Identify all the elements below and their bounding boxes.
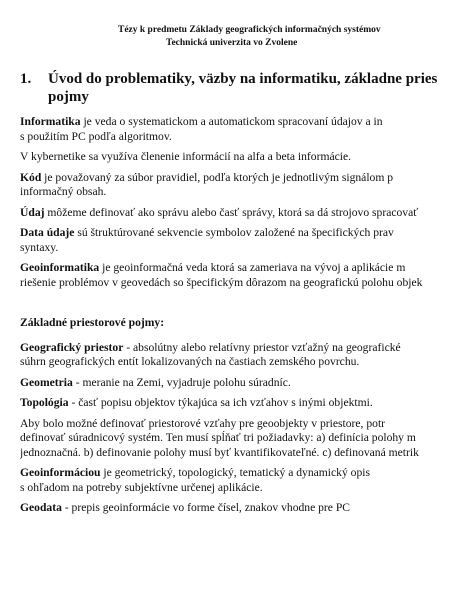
definition-text: súhrn geografických entít lokalizovaných na častiach zemského povrchu. [20, 355, 360, 368]
section-title-line1: Úvod do problematiky, väzby na informatiku, základne pries [48, 71, 438, 87]
definition-text: - absolútny alebo relatívny priestor vzťažný na geografické [123, 340, 401, 354]
definition-paragraph [20, 226, 460, 255]
paragraph-line [20, 241, 460, 256]
paragraph-line [20, 261, 460, 276]
paragraph-line [20, 185, 460, 200]
paragraph-line [20, 396, 460, 411]
definition-term: Geodata [20, 501, 62, 514]
definition-text: je geometrický, topologický, tematický a dynamický opis [100, 466, 370, 479]
paragraph-line [20, 150, 460, 165]
definition-paragraph [20, 466, 460, 495]
paragraph-line [20, 226, 460, 241]
definition-term: Údaj [20, 205, 45, 219]
definition-paragraph [20, 206, 460, 221]
definition-text: V kybernetike sa využíva členenie informácií na alfa a beta informácie. [20, 150, 352, 163]
definition-paragraph [20, 171, 460, 200]
definition-paragraph [20, 261, 460, 290]
definition-text: - prepis geoinformácie vo forme čísel, znakov vhodne pre PC [61, 501, 351, 514]
definition-term: Kód [20, 170, 42, 184]
definition-term: Geoinformatika [20, 261, 100, 274]
definition-text: - meranie na Zemi, vyjadruje polohu súradníc. [72, 375, 291, 389]
paragraph-line [20, 466, 460, 481]
section-title-line2: pojmy [48, 89, 89, 105]
definition-term: Geografický priestor [20, 340, 124, 354]
paragraph-line [20, 501, 460, 516]
definition-text: s použitím PC podľa algoritmov. [20, 129, 172, 143]
definition-paragraph [20, 115, 460, 144]
definition-term: Geoinformáciou [20, 466, 101, 479]
definition-text: informačný obsah. [20, 185, 107, 198]
document-body [20, 115, 460, 522]
document-header [0, 24, 460, 50]
paragraph-line [20, 446, 460, 461]
definition-text: - časť popisu objektov týkajúca sa ich vzťahov s inými objektmi. [68, 396, 373, 409]
definition-text: jednoznačná. b) definovanie polohy musí byť kvantifikovateľné. c) definovaná metrik [20, 445, 419, 459]
definition-text: sú štruktúrované sekvencie symbolov založené na špecifických prav [74, 226, 394, 239]
paragraph-line [20, 130, 460, 145]
definition-term: Data údaje [20, 226, 75, 239]
paragraph-line [20, 481, 460, 496]
definition-paragraph [20, 417, 460, 461]
header-course-title: Tézy k predmetu Základy geografických informačných systémov [118, 25, 381, 35]
definition-text: je považovaný za súbor pravidiel, podľa ktorých je jednotlivým signálom p [41, 170, 394, 184]
subheading-spatial-concepts: Základné priestorové pojmy: [20, 316, 165, 329]
definition-term: Geometria [20, 375, 73, 389]
paragraph-line [20, 376, 460, 391]
paragraph-line [20, 341, 460, 356]
paragraph-line [20, 431, 460, 446]
definition-paragraph [20, 396, 460, 411]
definition-text: s ohľadom na potreby subjektívne určenej aplikácie. [20, 480, 263, 494]
paragraph-line [20, 276, 460, 291]
section-number: 1. [20, 71, 32, 87]
paragraph-line [20, 171, 460, 186]
paragraph-line [20, 417, 460, 432]
paragraph-line [20, 206, 460, 221]
definitions-block-2 [20, 341, 460, 516]
definition-text: môžeme definovať ako správu alebo časť správy, ktorá sa dá strojovo spracovať [44, 205, 419, 219]
definition-text: je geoinformačná veda ktorá sa zameriava na vývoj a aplikácie m [99, 261, 406, 274]
definition-text: definovať súradnicový systém. Ten musí spĺňať tri požiadavky: a) definícia polohy m [20, 431, 416, 444]
definition-text: riešenie problémov v geovedách so špecifickým dôrazom na geografickú polohu objek [20, 275, 423, 289]
section-heading [20, 70, 460, 106]
definition-paragraph [20, 150, 460, 165]
header-university: Technická univerzita vo Zvolene [166, 38, 298, 48]
definition-paragraph [20, 341, 460, 370]
definition-text: syntaxy. [20, 240, 59, 254]
definition-text: Aby bolo možné definovať priestorové vzťahy pre geoobjekty v priestore, potr [20, 416, 386, 430]
definition-paragraph [20, 376, 460, 391]
definition-text: je veda o systematickom a automatickom spracovaní údajov a in [80, 115, 383, 128]
paragraph-line [20, 115, 460, 130]
paragraph-line [20, 355, 460, 370]
definitions-block-1 [20, 115, 460, 290]
definition-term: Topológia [20, 396, 69, 409]
definition-paragraph [20, 501, 460, 516]
definition-term: Informatika [20, 115, 81, 128]
